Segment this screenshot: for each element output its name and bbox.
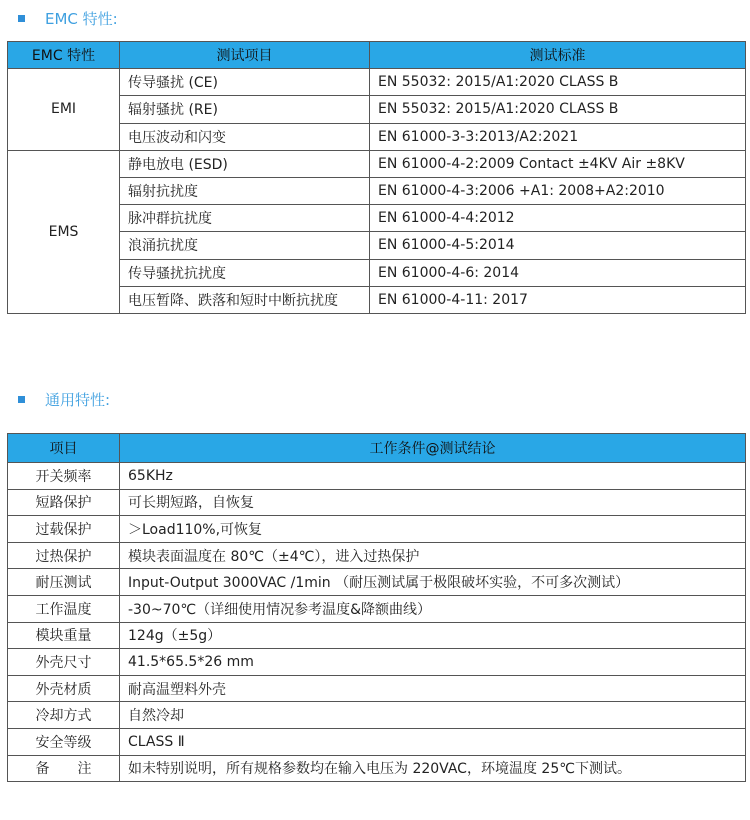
test-item: 辐射抗扰度 — [120, 177, 370, 204]
table-row — [8, 728, 746, 755]
table-row — [8, 69, 746, 96]
spec-item: 过载保护 — [8, 516, 120, 543]
general-table — [7, 433, 746, 782]
test-item: 脉冲群抗扰度 — [120, 205, 370, 232]
spec-item: 安全等级 — [8, 728, 120, 755]
table-row — [8, 569, 746, 596]
spec-item: 过热保护 — [8, 542, 120, 569]
test-standard: EN 61000-4-4:2012 — [370, 205, 746, 232]
spec-item: 模块重量 — [8, 622, 120, 649]
table-row — [8, 702, 746, 729]
general-header-item: 项目 — [8, 434, 120, 463]
general-section-title — [18, 389, 110, 410]
table-row — [8, 516, 746, 543]
spec-value: 可长期短路，自恢复 — [120, 489, 746, 516]
general-header-row — [8, 434, 746, 463]
emc-header-row — [8, 42, 746, 69]
test-item: 电压暂降、跌落和短时中断抗扰度 — [120, 286, 370, 313]
test-item: 传导骚扰抗扰度 — [120, 259, 370, 286]
spec-item: 冷却方式 — [8, 702, 120, 729]
spec-value: Input-Output 3000VAC /1min （耐压测试属于极限破坏实验，不可多次测试） — [120, 569, 746, 596]
spec-item: 开关频率 — [8, 463, 120, 490]
table-row — [8, 755, 746, 782]
test-item: 传导骚扰 (CE) — [120, 69, 370, 96]
test-item: 电压波动和闪变 — [120, 123, 370, 150]
test-standard: EN 61000-4-3:2006 +A1: 2008+A2:2010 — [370, 177, 746, 204]
spec-value: 自然冷却 — [120, 702, 746, 729]
table-row — [8, 622, 746, 649]
table-row — [8, 675, 746, 702]
test-standard: EN 55032: 2015/A1:2020 CLASS B — [370, 69, 746, 96]
test-standard: EN 55032: 2015/A1:2020 CLASS B — [370, 96, 746, 123]
table-row — [8, 489, 746, 516]
emc-header-standard: 测试标准 — [370, 42, 746, 69]
square-bullet-icon — [18, 396, 25, 403]
emc-section-title — [18, 8, 118, 29]
emi-group-cell: EMI — [8, 69, 120, 151]
test-item: 静电放电 (ESD) — [120, 150, 370, 177]
general-header-value: 工作条件@测试结论 — [120, 434, 746, 463]
ems-group-cell: EMS — [8, 150, 120, 313]
spec-value: 65KHz — [120, 463, 746, 490]
spec-item: 外壳材质 — [8, 675, 120, 702]
spec-value: 耐高温塑料外壳 — [120, 675, 746, 702]
test-standard: EN 61000-4-2:2009 Contact ±4KV Air ±8KV — [370, 150, 746, 177]
emc-title-text: EMC 特性: — [45, 10, 118, 28]
emc-table — [7, 41, 746, 314]
remark-label-part2: 注 — [77, 761, 92, 778]
square-bullet-icon — [18, 15, 25, 22]
spec-value: 如未特别说明，所有规格参数均在输入电压为 220VAC，环境温度 25℃下测试。 — [120, 755, 746, 782]
spec-item: 耐压测试 — [8, 569, 120, 596]
test-standard: EN 61000-4-6: 2014 — [370, 259, 746, 286]
test-item: 辐射骚扰 (RE) — [120, 96, 370, 123]
table-row — [8, 649, 746, 676]
spec-value: 124g（±5g） — [120, 622, 746, 649]
remark-label-part1: 备 — [35, 761, 50, 778]
table-row — [8, 595, 746, 622]
spec-value: ＞Load110%,可恢复 — [120, 516, 746, 543]
general-title-text: 通用特性: — [45, 391, 111, 409]
spec-item: 外壳尺寸 — [8, 649, 120, 676]
emc-header-item: 测试项目 — [120, 42, 370, 69]
spec-value: 模块表面温度在 80℃（±4℃），进入过热保护 — [120, 542, 746, 569]
test-standard: EN 61000-4-11: 2017 — [370, 286, 746, 313]
test-standard: EN 61000-4-5:2014 — [370, 232, 746, 259]
remark-label — [8, 755, 120, 782]
test-standard: EN 61000-3-3:2013/A2:2021 — [370, 123, 746, 150]
spec-value: -30~70℃（详细使用情况参考温度&降额曲线） — [120, 595, 746, 622]
spec-item: 工作温度 — [8, 595, 120, 622]
emc-header-category: EMC 特性 — [8, 42, 120, 69]
spec-value: 41.5*65.5*26 mm — [120, 649, 746, 676]
test-item: 浪涌抗扰度 — [120, 232, 370, 259]
table-row — [8, 150, 746, 177]
table-row — [8, 542, 746, 569]
spec-value: CLASS Ⅱ — [120, 728, 746, 755]
table-row — [8, 463, 746, 490]
spec-item: 短路保护 — [8, 489, 120, 516]
